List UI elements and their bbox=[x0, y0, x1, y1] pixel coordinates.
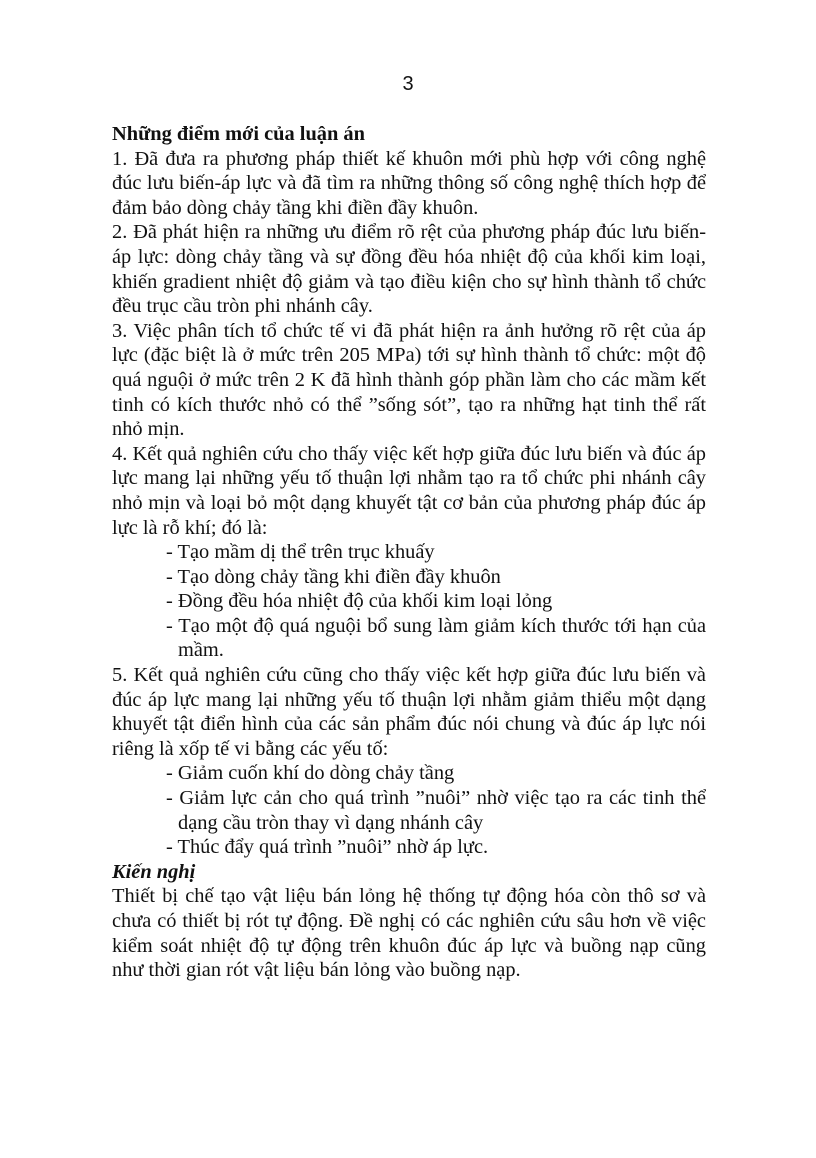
paragraph-3: 3. Việc phân tích tổ chức tế vi đã phát hiện ra ảnh hưởng rõ rệt của áp lực (đặc biệt là ở mức trên 205 MPa) tới sự hình thành tổ chức: một độ quá nguội ở mức trên 2 K đã hình thành góp phần làm cho các mầm kết tinh có kích thước nhỏ có thể ”sống sót”, tạo ra những hạt tinh thể rất nhỏ mịn. bbox=[112, 319, 706, 441]
list-item: - Thúc đẩy quá trình ”nuôi” nhờ áp lực. bbox=[166, 836, 489, 859]
paragraph-5: 5. Kết quả nghiên cứu cũng cho thấy việc kết hợp giữa đúc lưu biến và đúc áp lực mang lại những yếu tố thuận lợi nhằm giảm thiểu một dạng khuyết tật điển hình của các sản phẩm đúc nói chung và đúc áp lực nói riêng là xốp tế vi bằng các yếu tố: bbox=[112, 664, 706, 760]
section-heading-new-points: Những điểm mới của luận án bbox=[112, 123, 365, 145]
page-number: 3 bbox=[402, 73, 414, 95]
list-item: - Tạo dòng chảy tầng khi điền đầy khuôn bbox=[166, 565, 501, 588]
paragraph-1: 1. Đã đưa ra phương pháp thiết kế khuôn mới phù hợp với công nghệ đúc lưu biến-áp lực và đã tìm ra những thông số công nghệ thích hợp để đảm bảo dòng chảy tầng khi điền đầy khuôn. bbox=[112, 147, 706, 219]
list-item: - Đồng đều hóa nhiệt độ của khối kim loại lỏng bbox=[166, 590, 553, 613]
paragraph-2: 2. Đã phát hiện ra những ưu điểm rõ rệt của phương pháp đúc lưu biến-áp lực: dòng chảy tầng và sự đồng đều hóa nhiệt độ của khối kim loại, khiến gradient nhiệt độ giảm và tạo điều kiện cho sự hình thành tổ chức đều trục cầu tròn phi nhánh cây. bbox=[112, 221, 706, 318]
paragraph-recommendation: Thiết bị chế tạo vật liệu bán lỏng hệ thống tự động hóa còn thô sơ và chưa có thiết bị rót tự động. Đề nghị có các nghiên cứu sâu hơn về việc kiểm soát nhiệt độ tự động trên khuôn đúc áp lực và buồng nạp cũng như thời gian rót vật liệu bán lỏng vào buồng nạp. bbox=[112, 885, 706, 982]
list-item: - Tạo mầm dị thể trên trục khuấy bbox=[166, 541, 435, 564]
section-heading-recommendations: Kiến nghị bbox=[112, 860, 196, 883]
list-item: - Tạo một độ quá nguội bổ sung làm giảm kích thước tới hạn của mầm. bbox=[166, 614, 706, 662]
list-item: - Giảm cuốn khí do dòng chảy tầng bbox=[166, 762, 455, 785]
paragraph-4: 4. Kết quả nghiên cứu cho thấy việc kết hợp giữa đúc lưu biến và đúc áp lực mang lại những yếu tố thuận lợi nhằm tạo ra tổ chức phi nhánh cây nhỏ mịn và loại bỏ một dạng khuyết tật cơ bản của phương pháp đúc áp lực là rỗ khí; đó là: bbox=[112, 442, 706, 539]
page-body bbox=[112, 122, 706, 983]
list-item: - Giảm lực cản cho quá trình ”nuôi” nhờ việc tạo ra các tinh thể dạng cầu tròn thay vì dạng nhánh cây bbox=[166, 787, 706, 834]
